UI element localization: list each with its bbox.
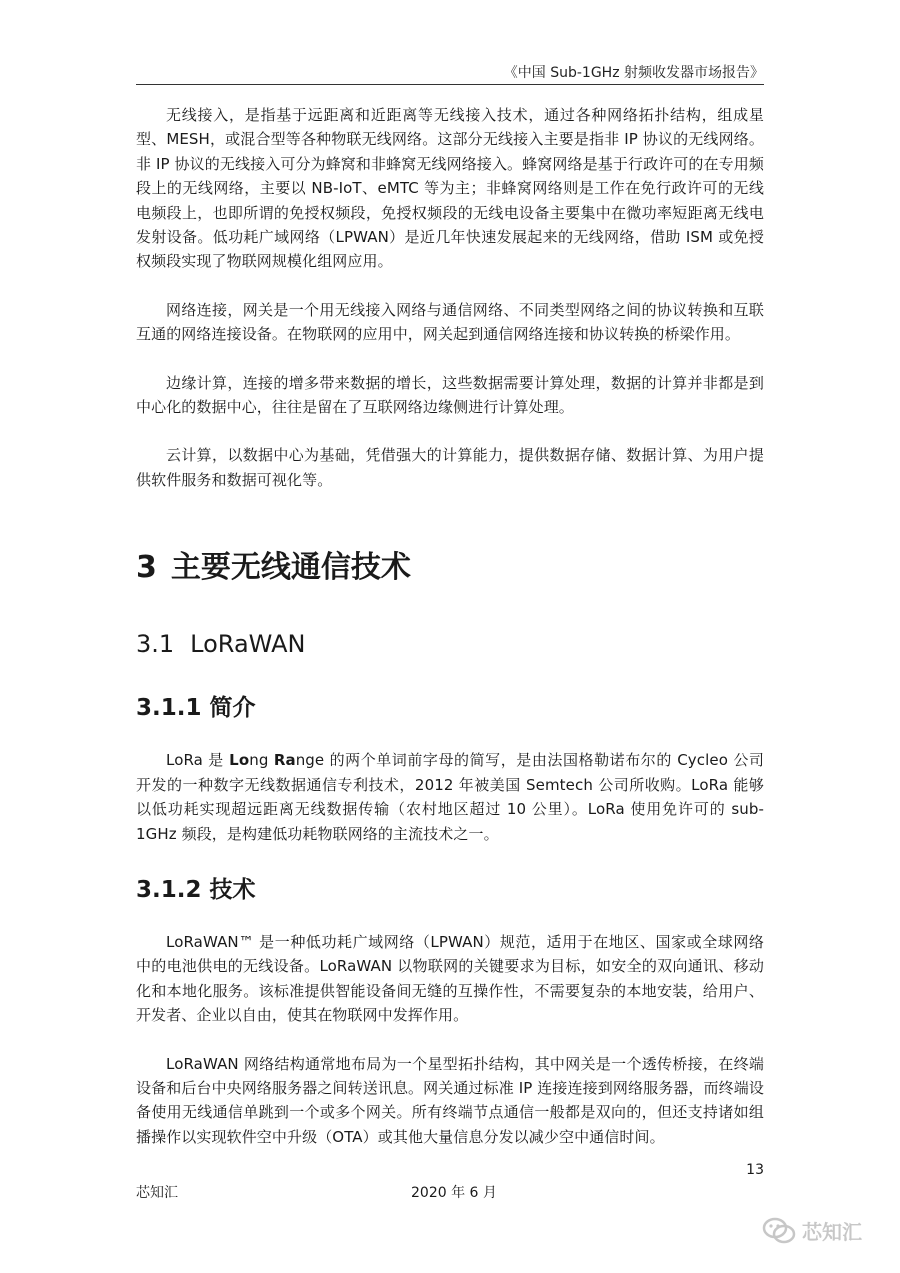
heading-section-number: 3.1	[136, 630, 175, 659]
footer-date: 2020 年 6 月	[411, 1185, 497, 1201]
lora-bold-ra: Ra	[273, 751, 296, 770]
paragraph-cloud-computing: 云计算，以数据中心为基础，凭借强大的计算能力，提供数据存储、数据计算、为用户提供软件服务和数据可视化等。	[136, 446, 764, 489]
page-header: 《中国 Sub-1GHz 射频收发器市场报告》	[503, 65, 764, 81]
document-body	[136, 103, 764, 1173]
heading-section-title: LoRaWAN	[190, 630, 306, 659]
heading-chapter-title: 主要无线通信技术	[170, 550, 411, 586]
lora-text-2: ng	[249, 751, 274, 770]
heading-subsection-tech: 3.1.2 技术	[136, 876, 256, 903]
watermark	[762, 1216, 862, 1245]
page-number: 13	[746, 1162, 764, 1178]
heading-chapter-number: 3	[136, 550, 157, 586]
lora-text-1: LoRa 是	[166, 751, 230, 770]
watermark-text: 芯知汇	[802, 1220, 862, 1244]
heading-subsection-intro: 3.1.1 简介	[136, 695, 256, 722]
lora-text-3: nge 的两个单词前字母的简写，是由法国格勒诺布尔的 Cycleo 公司开发的一种数字无线数据通信专利技术，2012 年被美国 Semtech 公司所收购。LoRa 能够以低功耗实现超远距离无线数据传输（农村地区超过 10 公里）。LoRa 使用免许可的 sub-1GHz 频段，是构建低功耗物联网络的主流技术之一。	[136, 751, 764, 843]
paragraph-lorawan-spec: LoRaWAN™ 是一种低功耗广域网络（LPWAN）规范，适用于在地区、国家或全球网络中的电池供电的无线设备。LoRaWAN 以物联网的关键要求为目标，如安全的双向通讯、移动化和本地化服务。该标准提供智能设备间无缝的互操作性，不需要复杂的本地安装，给用户、开发者、企业以自由，使其在物联网中发挥作用。	[136, 932, 764, 1025]
heading-section-3-1	[136, 614, 764, 674]
heading-chapter-3	[136, 532, 764, 604]
header-divider	[136, 84, 764, 85]
lora-bold-lo: Lo	[229, 751, 250, 770]
paragraph-edge-computing: 边缘计算，连接的增多带来数据的增长，这些数据需要计算处理，数据的计算并非都是到中心化的数据中心，往往是留在了互联网络边缘侧进行计算处理。	[136, 373, 764, 417]
wechat-icon	[762, 1217, 796, 1245]
footer-publisher: 芯知汇	[136, 1185, 178, 1201]
paragraph-wireless-access: 无线接入，是指基于远距离和近距离等无线接入技术，通过各种网络拓扑结构，组成星型、MESH，或混合型等各种物联无线网络。这部分无线接入主要是指非 IP 协议的无线网络。非 IP 协议的无线接入可分为蜂窝和非蜂窝无线网络接入。蜂窝网络是基于行政许可的在专用频段上的无线网络，主要以 NB-IoT、eMTC 等为主；非蜂窝网络则是工作在免行政许可的无线电频段上，也即所谓的免授权频段，免授权频段的无线电设备主要集中在微功率短距离无线电发射设备。低功耗广域网络（LPWAN）是近几年快速发展起来的无线网络，借助 ISM 或免授权频段实现了物联网规模化组网应用。	[136, 106, 764, 271]
paragraph-network-connection: 网络连接，网关是一个用无线接入网络与通信网络、不同类型网络之间的协议转换和互联互通的网络连接设备。在物联网的应用中，网关起到通信网络连接和协议转换的桥梁作用。	[136, 300, 764, 344]
paragraph-lorawan-topology: LoRaWAN 网络结构通常地布局为一个星型拓扑结构，其中网关是一个透传桥接，在终端设备和后台中央网络服务器之间转送讯息。网关通过标准 IP 连接连接到网络服务器，而终端设备使用无线通信单跳到一个或多个网关。所有终端节点通信一般都是双向的，但还支持诸如组播操作以实现软件空中升级（OTA）或其他大量信息分发以减少空中通信时间。	[136, 1054, 764, 1146]
paragraph-lora-intro	[136, 748, 764, 846]
